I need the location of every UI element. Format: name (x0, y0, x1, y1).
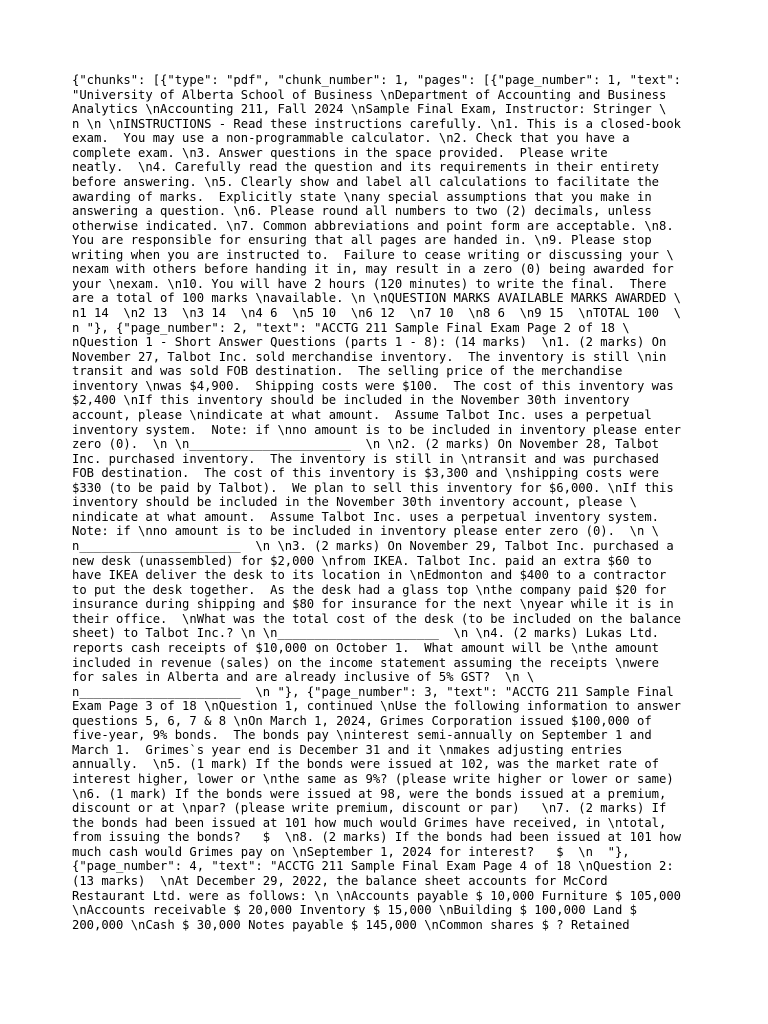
text-line: account, please \nindicate at what amount. Assume Talbot Inc. uses a perpetual (72, 407, 652, 422)
text-line: reports cash receipts of $10,000 on October 1. What amount will be \nthe amount (72, 640, 659, 655)
text-line: writing when you are instructed to. Failure to cease writing or discussing your \ (72, 247, 674, 262)
text-line: new desk (unassembled) for $2,000 \nfrom IKEA. Talbot Inc. paid an extra $60 to (72, 553, 652, 568)
text-line: are a total of 100 marks \navailable. \n \nQUESTION MARKS AVAILABLE MARKS AWARDED \ (72, 291, 682, 306)
text-line: sheet) to Talbot Inc.? \n \n______________________ \n \n4. (2 marks) Lukas Ltd. (72, 626, 659, 641)
text-line: \nAccounts receivable $ 20,000 Inventory $ 15,000 \nBuilding $ 100,000 Land $ (72, 903, 637, 918)
text-line: n \n \nINSTRUCTIONS - Read these instructions carefully. \n1. This is a closed-book (72, 116, 682, 131)
text-line: to put the desk together. As the desk had a glass top \nthe company paid $20 for (72, 582, 667, 597)
text-line: for sales in Alberta and are already inclusive of 5% GST? \n \ (72, 670, 535, 685)
text-line: n______________________ \n "}, {"page_number": 3, "text": "ACCTG 211 Sample Final (72, 684, 674, 699)
text-line: Restaurant Ltd. were as follows: \n \nAccounts payable $ 10,000 Furniture $ 105,000 (72, 888, 682, 903)
text-line: n1 14 \n2 13 \n3 14 \n4 6 \n5 10 \n6 12 \n7 10 \n8 6 \n9 15 \nTOTAL 100 \ (72, 306, 682, 320)
text-line: answering a question. \n6. Please round all numbers to two (2) decimals, unless (72, 204, 652, 219)
text-line: exam. You may use a non-programmable calculator. \n2. Check that you have a (72, 131, 630, 146)
text-line: five-year, 9% bonds. The bonds pay \ninterest semi-annually on September 1 and (72, 728, 652, 743)
text-line: Inc. purchased inventory. The inventory is still in \ntransit and was purchased (72, 451, 659, 466)
text-line: questions 5, 6, 7 & 8 \nOn March 1, 2024, Grimes Corporation issued $100,000 of (72, 713, 652, 728)
text-line: "University of Alberta School of Business \nDepartment of Accounting and Business (72, 87, 667, 102)
text-line: your \nexam. \n10. You will have 2 hours (120 minutes) to write the final. There (72, 276, 667, 291)
text-line: the bonds had been issued at 101 how much would Grimes have received, in \ntotal, (72, 815, 667, 830)
text-line: {"chunks": [{"type": "pdf", "chunk_number": 1, "pages": [{"page_number": 1, "text": (72, 73, 682, 87)
text-line: 200,000 \nCash $ 30,000 Notes payable $ 145,000 \nCommon shares $ ? Retained (72, 917, 630, 932)
text-line: otherwise indicated. \n7. Common abbreviations and point form are acceptable. \n8. (72, 218, 674, 233)
text-line: have IKEA deliver the desk to its location in \nEdmonton and $400 to a contractor (72, 568, 667, 583)
text-line: zero (0). \n \n______________________ \n \n2. (2 marks) On November 28, Talbot (72, 437, 659, 452)
text-line: Exam Page 3 of 18 \nQuestion 1, continued \nUse the following information to answer (72, 699, 682, 714)
text-line: nQuestion 1 - Short Answer Questions (parts 1 - 8): (14 marks) \n1. (2 marks) On (72, 335, 667, 350)
text-line: included in revenue (sales) on the income statement assuming the receipts \nwere (72, 655, 659, 670)
text-line: discount or at \npar? (please write premium, discount or par) \n7. (2 marks) If (72, 801, 667, 816)
text-line: interest higher, lower or \nthe same as 9%? (please write higher or lower or same) (72, 772, 674, 786)
text-line: complete exam. \n3. Answer questions in the space provided. Please write (72, 145, 608, 160)
text-line: November 27, Talbot Inc. sold merchandise inventory. The inventory is still \nin (72, 349, 667, 364)
text-line: inventory should be included in the November 30th inventory account, please \ (72, 495, 637, 510)
text-line: from issuing the bonds? $ \n8. (2 marks) If the bonds had been issued at 101 how (72, 830, 682, 845)
text-line: $330 (to be paid by Talbot). We plan to sell this inventory for $6,000. \nIf this (72, 480, 674, 495)
text-line: {"page_number": 4, "text": "ACCTG 211 Sample Final Exam Page 4 of 18 \nQuestion 2: (72, 859, 674, 874)
text-line: n______________________ \n \n3. (2 marks) On November 29, Talbot Inc. purchased a (72, 539, 674, 553)
text-line: You are responsible for ensuring that all pages are handed in. \n9. Please stop (72, 233, 652, 248)
text-line: FOB destination. The cost of this inventory is $3,300 and \nshipping costs were (72, 466, 659, 481)
text-line: inventory \nwas $4,900. Shipping costs were $100. The cost of this inventory was (72, 378, 674, 393)
text-line: nindicate at what amount. Assume Talbot Inc. uses a perpetual inventory system. (72, 509, 659, 524)
text-line: neatly. \n4. Carefully read the question and its requirements in their entirety (72, 160, 659, 175)
text-line: transit and was sold FOB destination. The selling price of the merchandise (72, 364, 623, 379)
text-line: March 1. Grimes`s year end is December 31 and it \nmakes adjusting entries (72, 742, 623, 757)
raw-json-text (72, 73, 712, 932)
text-line: nexam with others before handing it in, may result in a zero (0) being awarded for (72, 262, 674, 277)
text-line: much cash would Grimes pay on \nSeptember 1, 2024 for interest? $ \n "}, (72, 844, 630, 859)
text-line: before answering. \n5. Clearly show and label all calculations to facilitate the (72, 174, 659, 189)
text-line: their office. \nWhat was the total cost of the desk (to be included on the balance (72, 611, 682, 626)
text-line: insurance during shipping and $80 for insurance for the next \nyear while it is in (72, 597, 674, 612)
text-line: \n6. (1 mark) If the bonds were issued at 98, were the bonds issued at a premium, (72, 786, 667, 801)
text-line: n "}, {"page_number": 2, "text": "ACCTG 211 Sample Final Exam Page 2 of 18 \ (72, 320, 630, 335)
text-line: awarding of marks. Explicitly state \nany special assumptions that you make in (72, 189, 652, 204)
text-line: Analytics \nAccounting 211, Fall 2024 \nSample Final Exam, Instructor: Stringer \ (72, 102, 667, 117)
text-line: annually. \n5. (1 mark) If the bonds were issued at 102, was the market rate of (72, 757, 659, 772)
text-line: inventory system. Note: if \nno amount is to be included in inventory please enter (72, 422, 682, 437)
text-line: (13 marks) \nAt December 29, 2022, the balance sheet accounts for McCord (72, 873, 608, 888)
text-line: Note: if \nno amount is to be included in inventory please enter zero (0). \n \ (72, 524, 659, 539)
text-line: $2,400 \nIf this inventory should be included in the November 30th inventory (72, 393, 630, 408)
